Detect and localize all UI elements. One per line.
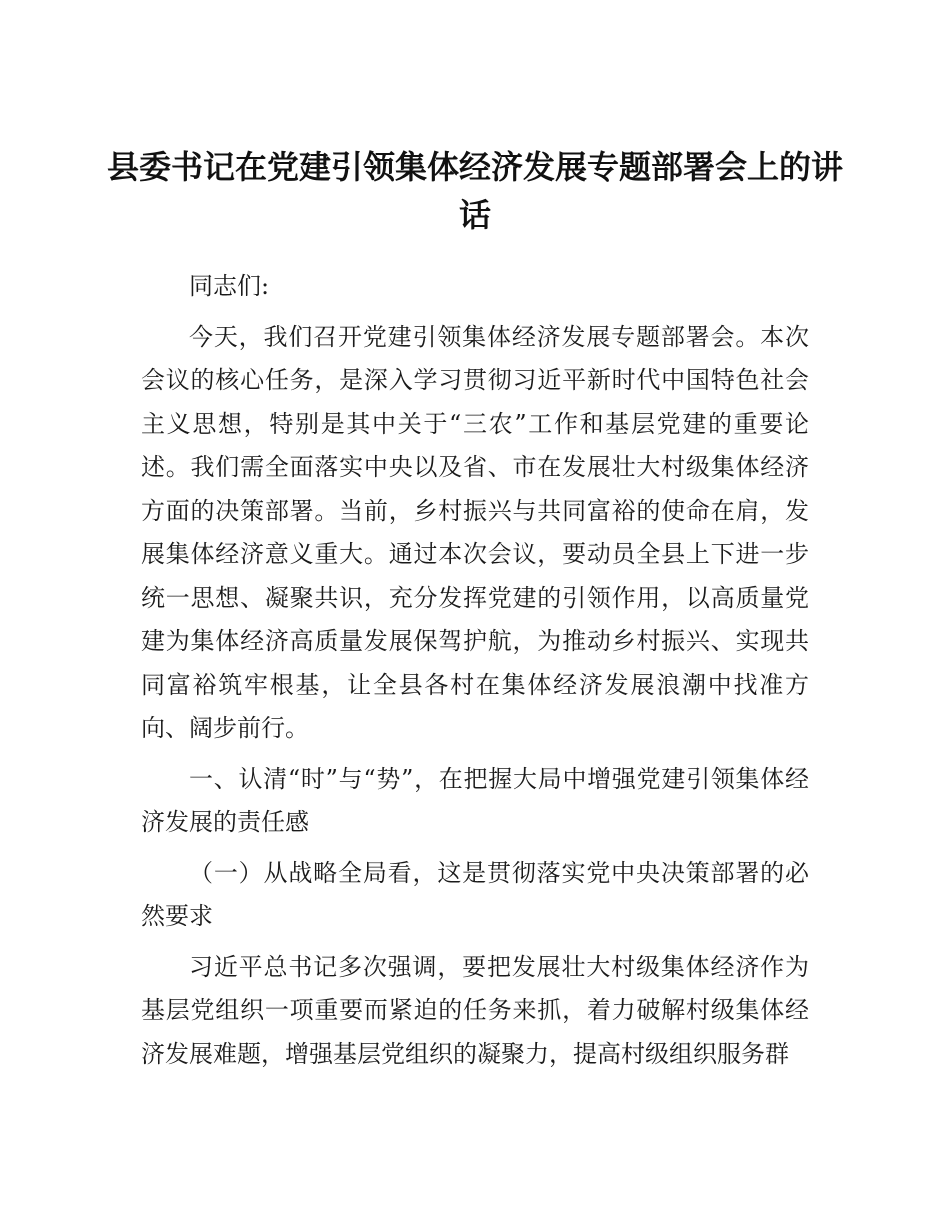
subsection-heading-1: （一）从战略全局看，这是贯彻落实党中央决策部署的必然要求 — [141, 858, 809, 930]
document-title: 县委书记在党建引领集体经济发展专题部署会上的讲话 — [106, 148, 843, 234]
paragraph-intro: 今天，我们召开党建引领集体经济发展专题部署会。本次会议的核心任务，是深入学习贯彻习近平新时代中国特色社会主义思想，特别是其中关于“三农”工作和基层党建的重要论述。我们需全面落实中央以及省、市在发展壮大村级集体经济方面的决策部署。当前，乡村振兴与共同富裕的使命在肩，发展集体经济意义重大。通过本次会议，要动员全县上下进一步统一思想、凝聚共识，充分发挥党建的引领作用，以高质量党建为集体经济高质量发展保驾护航，为推动乡村振兴、实现共同富裕筑牢根基，让全县各村在集体经济发展浪潮中找准方向、阔步前行。 — [141, 322, 809, 742]
paragraph-body: 习近平总书记多次强调，要把发展壮大村级集体经济作为基层党组织一项重要而紧迫的任务来抓，着力破解村级集体经济发展难题，增强基层党组织的凝聚力，提高村级组织服务群 — [141, 952, 809, 1068]
section-heading-1: 一、认清“时”与“势”，在把握大局中增强党建引领集体经济发展的责任感 — [141, 764, 809, 836]
salutation: 同志们: — [189, 272, 270, 300]
document-body — [141, 265, 809, 1083]
